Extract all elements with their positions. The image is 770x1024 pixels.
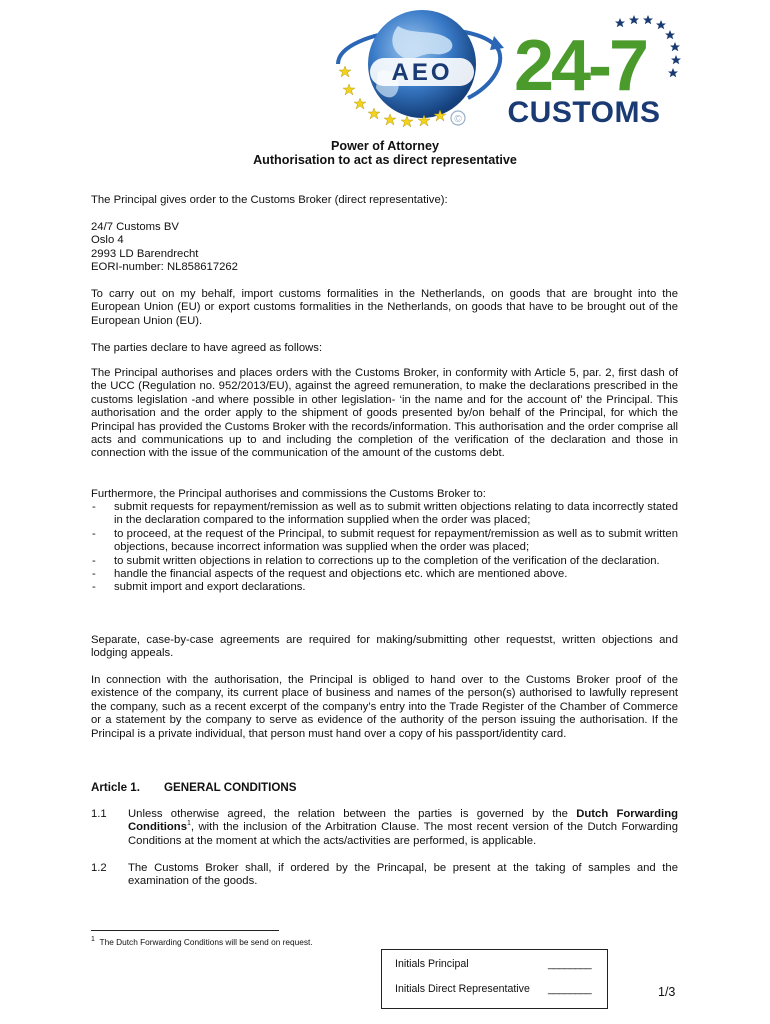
separate-paragraph: Separate, case-by-case agreements are required for making/submitting other requestst, written objections and lodging appeals. [91,634,678,660]
broker-street: Oslo 4 [91,234,124,247]
list-item: - handle the financial aspects of the request and objections etc. which are mentioned above. [91,568,678,581]
clause-number: 1.2 [91,862,107,874]
brand-number: 24-7 [513,26,647,106]
initials-representative-label: Initials Direct Representative [395,983,530,995]
aeo-247-customs-logo [318,6,688,130]
connection-paragraph: In connection with the authorisation, the Principal is obliged to hand over to the Customs Broker proof of the existence of the company, its current place of business and names of the person(s) authorised to lawfully represent the company, such as a recent excerpt of the company’s entry into the Trade Register of the Chamber of Commerce or a statement by the company to serve as evidence of the authority of the person issuing the authorisation. If the Principal is a private individual, that person must hand over a copy of his passport/identity card. [91,674,678,740]
clause-text: Unless otherwise agreed, the relation between the parties is governed by the Dutch Forwarding Conditions$^1$, with the inclusion of the Arbitration Clause. The most recent version of the Dutch Forwarding Conditions at the moment at which the acts/activities are performed, is applicable. [128,808,678,847]
document-subtitle: Authorisation to act as direct representative [253,153,517,167]
intro-paragraph: The Principal gives order to the Customs Broker (direct representative): [91,194,448,206]
broker-eori: EORI-number: NL858617262 [91,261,238,274]
clause-1-2 [91,862,678,889]
page-number: 1/3 [658,985,676,999]
clause-1-1 [91,808,678,848]
aeo-mark-text: AEO [391,59,453,86]
clause-number: 1.1 [91,808,107,820]
authorises-paragraph: The Principal authorises and places orders with the Customs Broker, in conformity with Article 5, par. 2, first dash of the UCC (Regulation no. 952/2013/EU), against the agreed remuneration, to make the declarations prescribed in the customs legislation -and where possible in other legislation- ‘in the name and for the account of’ the Principal. This authorisation and the order apply to the shipment of goods presented by/on behalf of the Principal, for which the Principal has provided the Customs Broker with the records/information. This authorisation and the order comprise all acts and communications up to and including the completion of the verification of the declaration and those in connection with the issue of the communication of the amount of the customs debt. [91,367,678,460]
article-heading [91,781,297,794]
swoosh-arrow-icon [490,36,504,50]
copyright-icon: © [454,114,462,125]
list-item: - submit requests for repayment/remission as well as to submit written objections relating to data incorrectly stated in the declaration compared to the information supplied when the order was placed; [91,501,678,528]
initials-representative-field[interactable]: ________ [548,983,592,995]
list-item: - to submit written objections in relation to corrections up to the completion of the verification of the declaration. [91,555,678,568]
furthermore-paragraph: Furthermore, the Principal authorises and commissions the Customs Broker to: [91,488,486,500]
article-number: Article 1. [91,781,140,794]
footnote-text: The Dutch Forwarding Conditions will be send on request. [99,937,313,947]
broker-city: 2993 LD Barendrecht [91,247,199,260]
footnote-reference: 1 [186,820,191,828]
broker-name: 24/7 Customs BV [91,221,179,233]
order-paragraph: To carry out on my behalf, import customs formalities in the Netherlands, on goods that are brought into the European Union (EU) or export customs formalities in the Netherlands, on goods that have to be brought out of the European Union (EU). [91,288,678,327]
authorisation-list [91,501,678,595]
initials-principal-field[interactable]: ________ [548,958,592,970]
brand-word: CUSTOMS [507,96,661,129]
initials-principal-label: Initials Principal [395,958,469,970]
footnote-divider [91,930,279,931]
list-item: - to proceed, at the request of the Principal, to submit request for repayment/remission as well as to submit written objections, because incorrect information was supplied when the order was placed; [91,528,678,555]
article-title: GENERAL CONDITIONS [164,781,297,794]
footnote-marker: 1 [91,936,95,944]
broker-address [91,221,678,275]
dutch-forwarding-conditions: Dutch Forwarding Conditions [128,808,678,834]
initials-box [381,949,608,1009]
footnote [91,937,313,947]
document-title: Power of Attorney [331,139,439,153]
clause-text: The Customs Broker shall, if ordered by the Princapal, be present at the taking of samples and the examination of the goods. [128,862,678,888]
list-item: - submit import and export declarations. [91,581,678,594]
declare-paragraph: The parties declare to have agreed as follows: [91,342,323,354]
